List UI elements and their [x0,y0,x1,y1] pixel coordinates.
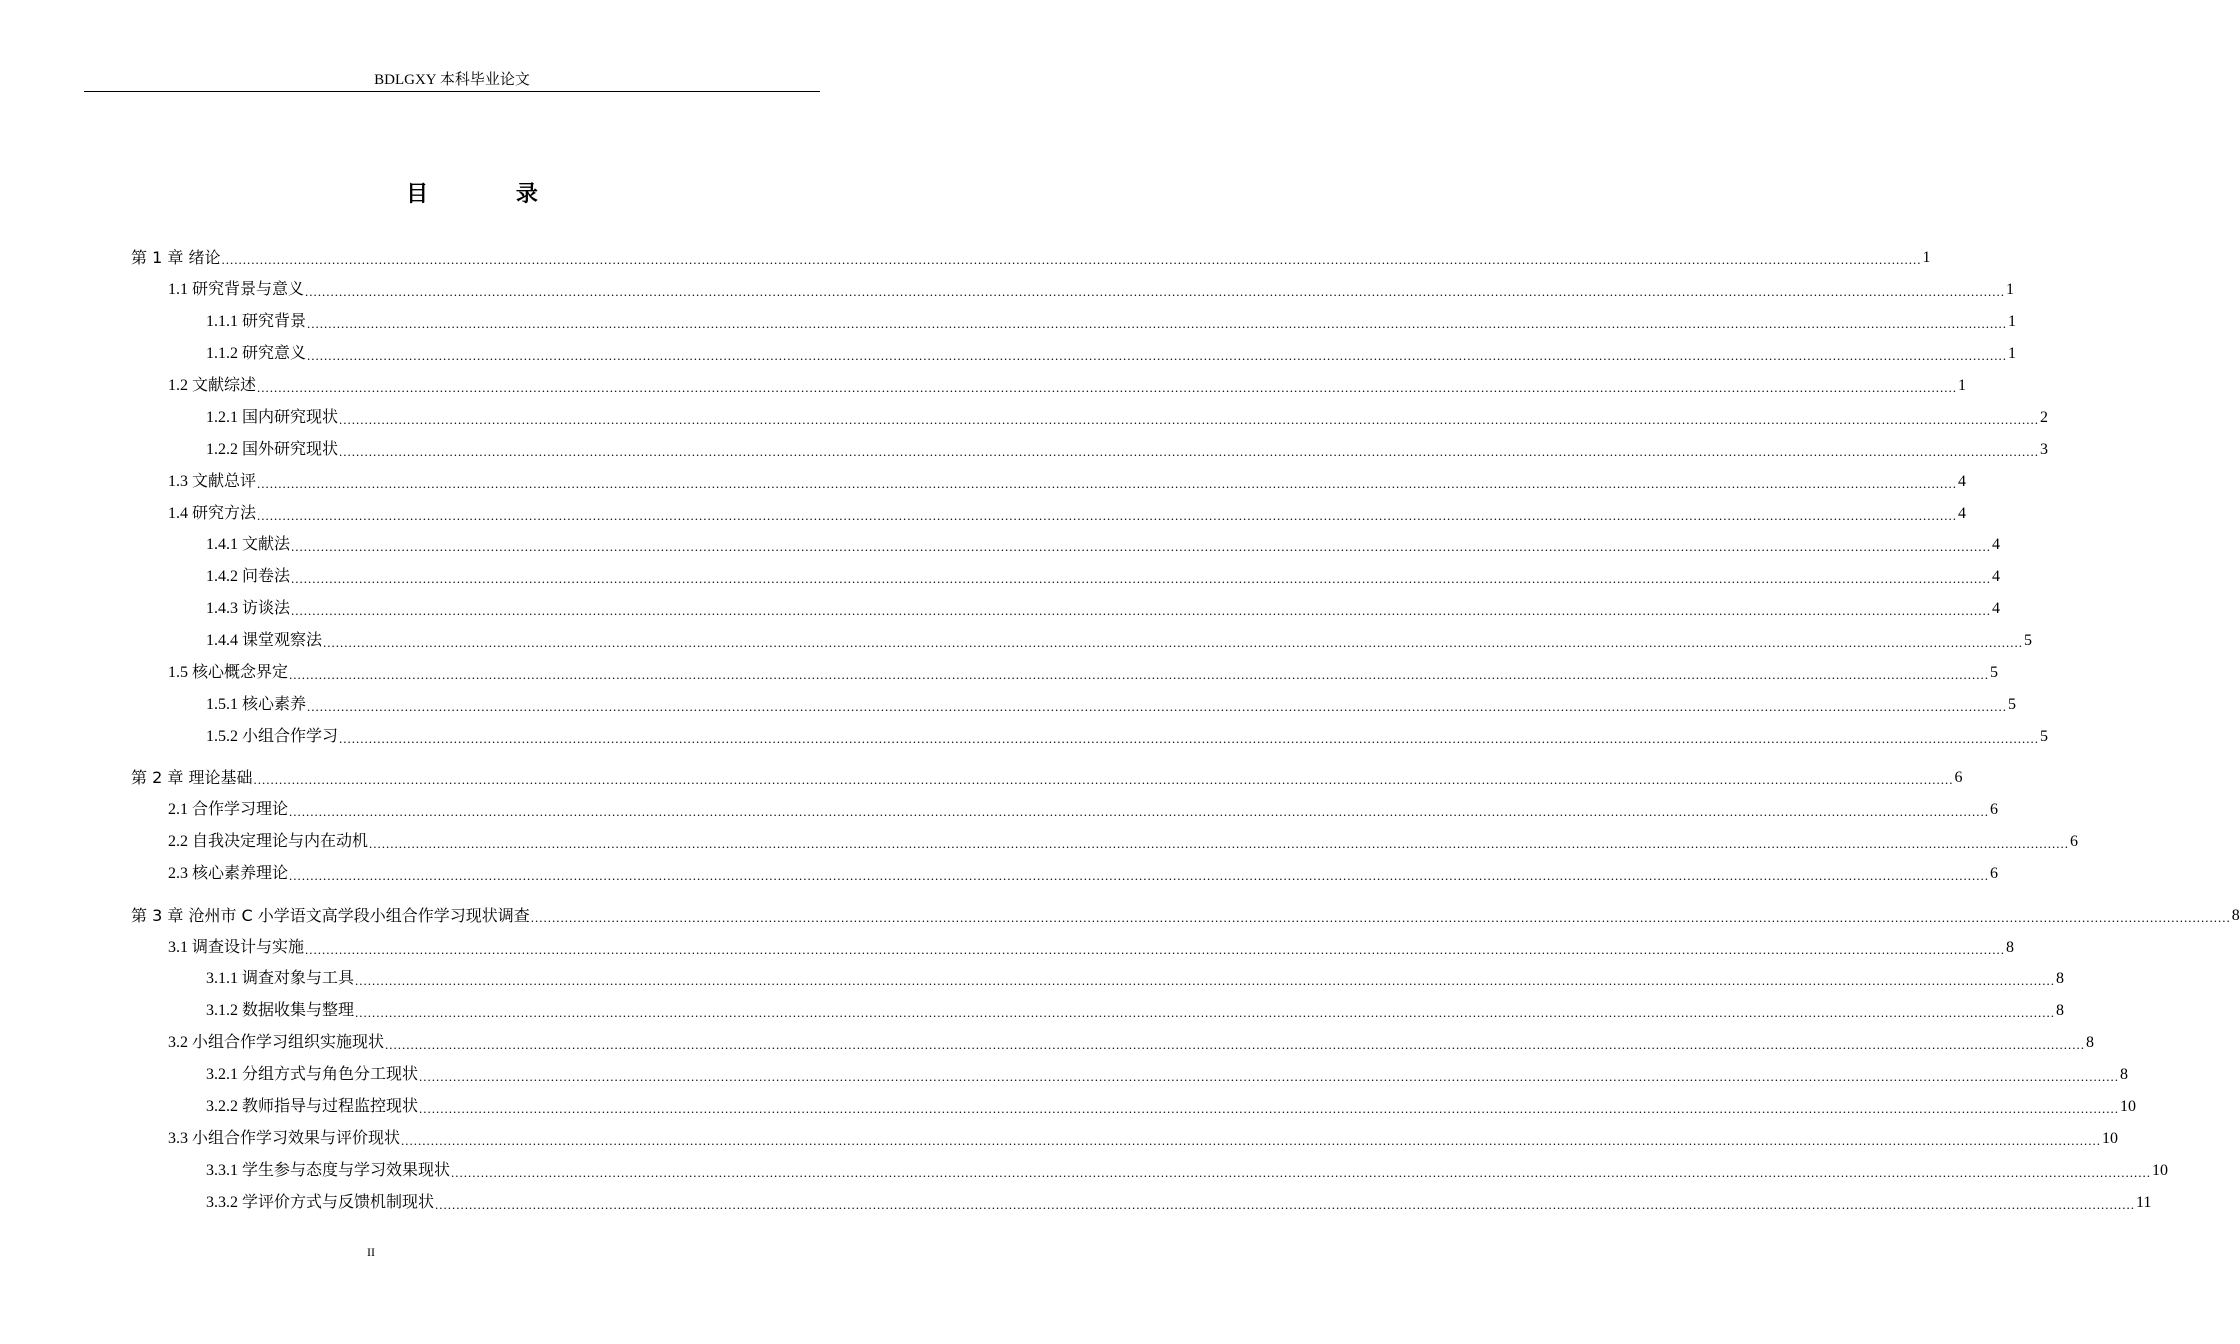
toc-entry-page: 8 [2006,939,2015,956]
toc-entry-title: 3.1.2 数据收集与整理 [206,1002,355,1019]
toc-entry-page: 1 [2008,345,2017,362]
toc-entry-title: 1.4.2 问卷法 [206,568,291,585]
toc-dot-leader: ................................................................................................................................................................................................................................................................................................................................................................................................................ [385,1037,2086,1052]
toc-entry-title: 3.1.1 调查对象与工具 [206,970,355,987]
toc-entry[interactable] [168,1032,2095,1054]
page-title: 目 录 [406,182,578,207]
toc-entry-title: 1.3 文献总评 [168,473,257,490]
toc-entry-page: 8 [2120,1066,2129,1083]
toc-entry-title: 1.5.1 核心素养 [206,696,307,713]
toc-dot-leader: ................................................................................................................................................................................................................................................................................................................................................................................................................ [339,444,2040,459]
toc-entry-title: 1.4.4 课堂观察法 [206,632,323,649]
toc-entry[interactable] [168,279,2015,301]
toc-entry[interactable] [206,1096,2137,1118]
toc-entry-page: 4 [1992,536,2001,553]
running-header: BDLGXY 本科毕业论文 [374,72,530,88]
toc-entry-page: 1 [2006,281,2015,298]
toc-dot-leader: ................................................................................................................................................................................................................................................................................................................................................................................................................ [291,603,1992,618]
toc-entry[interactable] [206,311,2017,333]
toc-entry-page: 5 [2024,632,2033,649]
toc-entry[interactable] [131,905,2240,927]
toc-entry-page: 5 [2008,696,2017,713]
toc-entry[interactable] [131,767,1963,789]
toc-entry-title: 2.1 合作学习理论 [168,801,289,818]
toc-entry-page: 4 [1992,568,2001,585]
toc-dot-leader: ................................................................................................................................................................................................................................................................................................................................................................................................................ [221,252,1922,267]
toc-entry-title: 1.1.2 研究意义 [206,345,307,362]
toc-entry-title: 1.5 核心概念界定 [168,664,289,681]
toc-entry-title: 3.2.1 分组方式与角色分工现状 [206,1066,419,1083]
toc-entry-page: 8 [2086,1034,2095,1051]
toc-entry[interactable] [168,375,1967,397]
toc-entry[interactable] [206,1160,2169,1182]
toc-entry-page: 10 [2152,1162,2169,1179]
toc-entry-page: 1 [1958,377,1967,394]
toc-dot-leader: ................................................................................................................................................................................................................................................................................................................................................................................................................ [253,772,1954,787]
toc-entry-title: 2.2 自我决定理论与内在动机 [168,833,369,850]
toc-entry-title: 第 2 章 理论基础 [131,768,253,787]
toc-entry-title: 1.1.1 研究背景 [206,313,307,330]
toc-entry-title: 1.2.1 国内研究现状 [206,409,339,426]
toc-entry[interactable] [206,1192,2152,1214]
toc-dot-leader: ................................................................................................................................................................................................................................................................................................................................................................................................................ [419,1101,2120,1116]
toc-entry-title: 1.2.2 国外研究现状 [206,441,339,458]
toc-dot-leader: ................................................................................................................................................................................................................................................................................................................................................................................................................ [291,571,1992,586]
toc-entry-title: 3.2.2 教师指导与过程监控现状 [206,1098,419,1115]
toc-entry-page: 5 [1990,664,1999,681]
toc-entry-page: 4 [1958,505,1967,522]
toc-dot-leader: ................................................................................................................................................................................................................................................................................................................................................................................................................ [307,316,2008,331]
toc-entry-page: 6 [1990,865,1999,882]
toc-entry-page: 10 [2120,1098,2137,1115]
toc-dot-leader: ................................................................................................................................................................................................................................................................................................................................................................................................................ [369,836,2070,851]
toc-entry-page: 8 [2056,970,2065,987]
toc-entry-title: 1.1 研究背景与意义 [168,281,305,298]
toc-entry-page: 8 [2056,1002,2065,1019]
toc-dot-leader: ................................................................................................................................................................................................................................................................................................................................................................................................................ [339,731,2040,746]
toc-dot-leader: ................................................................................................................................................................................................................................................................................................................................................................................................................ [305,284,2006,299]
toc-entry[interactable] [168,863,1999,885]
toc-dot-leader: ................................................................................................................................................................................................................................................................................................................................................................................................................ [307,699,2008,714]
toc-entry[interactable] [206,598,2001,620]
toc-entry-title: 第 1 章 绪论 [131,248,221,267]
toc-entry-page: 8 [2231,907,2240,924]
toc-dot-leader: ................................................................................................................................................................................................................................................................................................................................................................................................................ [435,1197,2136,1212]
toc-entry[interactable] [206,534,2001,556]
toc-entry-page: 2 [2040,409,2049,426]
toc-entry-page: 1 [1922,249,1931,266]
toc-dot-leader: ................................................................................................................................................................................................................................................................................................................................................................................................................ [289,868,1990,883]
toc-entry-title: 1.4.3 访谈法 [206,600,291,617]
toc-entry-page: 6 [1954,769,1963,786]
toc-dot-leader: ................................................................................................................................................................................................................................................................................................................................................................................................................ [305,942,2006,957]
toc-dot-leader: ................................................................................................................................................................................................................................................................................................................................................................................................................ [257,380,1958,395]
toc-entry[interactable] [168,662,1999,684]
toc-dot-leader: ................................................................................................................................................................................................................................................................................................................................................................................................................ [323,635,2024,650]
toc-entry[interactable] [206,407,2049,429]
toc-dot-leader: ................................................................................................................................................................................................................................................................................................................................................................................................................ [257,476,1958,491]
toc-dot-leader: ................................................................................................................................................................................................................................................................................................................................................................................................................ [339,412,2040,427]
toc-entry-title: 1.5.2 小组合作学习 [206,728,339,745]
toc-dot-leader: ................................................................................................................................................................................................................................................................................................................................................................................................................ [401,1133,2102,1148]
toc-entry-page: 4 [1992,600,2001,617]
toc-dot-leader: ................................................................................................................................................................................................................................................................................................................................................................................................................ [451,1165,2152,1180]
toc-entry[interactable] [206,726,2049,748]
toc-dot-leader: ................................................................................................................................................................................................................................................................................................................................................................................................................ [289,804,1990,819]
toc-entry[interactable] [168,799,1999,821]
toc-entry[interactable] [206,630,2033,652]
toc-entry[interactable] [168,1128,2119,1150]
toc-dot-leader: ................................................................................................................................................................................................................................................................................................................................................................................................................ [307,348,2008,363]
toc-dot-leader: ................................................................................................................................................................................................................................................................................................................................................................................................................ [257,508,1958,523]
toc-entry[interactable] [206,968,2065,990]
toc-dot-leader: ................................................................................................................................................................................................................................................................................................................................................................................................................ [355,1005,2056,1020]
toc-entry-title: 3.2 小组合作学习组织实施现状 [168,1034,385,1051]
toc-entry-page: 6 [2070,833,2079,850]
toc-entry[interactable] [168,831,2079,853]
toc-entry-title: 1.4 研究方法 [168,505,257,522]
toc-entry[interactable] [206,343,2017,365]
toc-entry-page: 4 [1958,473,1967,490]
toc-entry-title: 第 3 章 沧州市 C 小学语文高学段小组合作学习现状调查 [131,906,530,925]
page-number: II [367,1245,375,1259]
toc-entry[interactable] [168,937,2015,959]
toc-entry[interactable] [168,503,1967,525]
toc-entry-page: 11 [2136,1194,2152,1211]
toc-entry[interactable] [206,566,2001,588]
toc-entry[interactable] [206,694,2017,716]
toc-dot-leader: ................................................................................................................................................................................................................................................................................................................................................................................................................ [530,910,2231,925]
toc-entry-title: 3.3 小组合作学习效果与评价现状 [168,1130,401,1147]
toc-entry-title: 1.4.1 文献法 [206,536,291,553]
toc-dot-leader: ................................................................................................................................................................................................................................................................................................................................................................................................................ [289,667,1990,682]
toc-entry-title: 3.3.2 学评价方式与反馈机制现状 [206,1194,435,1211]
toc-entry[interactable] [206,439,2049,461]
toc-entry-title: 3.3.1 学生参与态度与学习效果现状 [206,1162,451,1179]
toc-entry-title: 3.1 调查设计与实施 [168,939,305,956]
toc-entry-page: 1 [2008,313,2017,330]
toc-dot-leader: ................................................................................................................................................................................................................................................................................................................................................................................................................ [291,539,1992,554]
toc-entry-title: 2.3 核心素养理论 [168,865,289,882]
toc-entry-page: 6 [1990,801,1999,818]
toc-entry[interactable] [206,1000,2065,1022]
toc-entry-page: 3 [2040,441,2049,458]
toc-entry-page: 5 [2040,728,2049,745]
toc-entry[interactable] [168,471,1967,493]
toc-entry-title: 1.2 文献综述 [168,377,257,394]
toc-entry[interactable] [206,1064,2129,1086]
toc-dot-leader: ................................................................................................................................................................................................................................................................................................................................................................................................................ [419,1069,2120,1084]
toc-dot-leader: ................................................................................................................................................................................................................................................................................................................................................................................................................ [355,973,2056,988]
toc-entry[interactable] [131,247,1931,269]
toc-entry-page: 10 [2102,1130,2119,1147]
